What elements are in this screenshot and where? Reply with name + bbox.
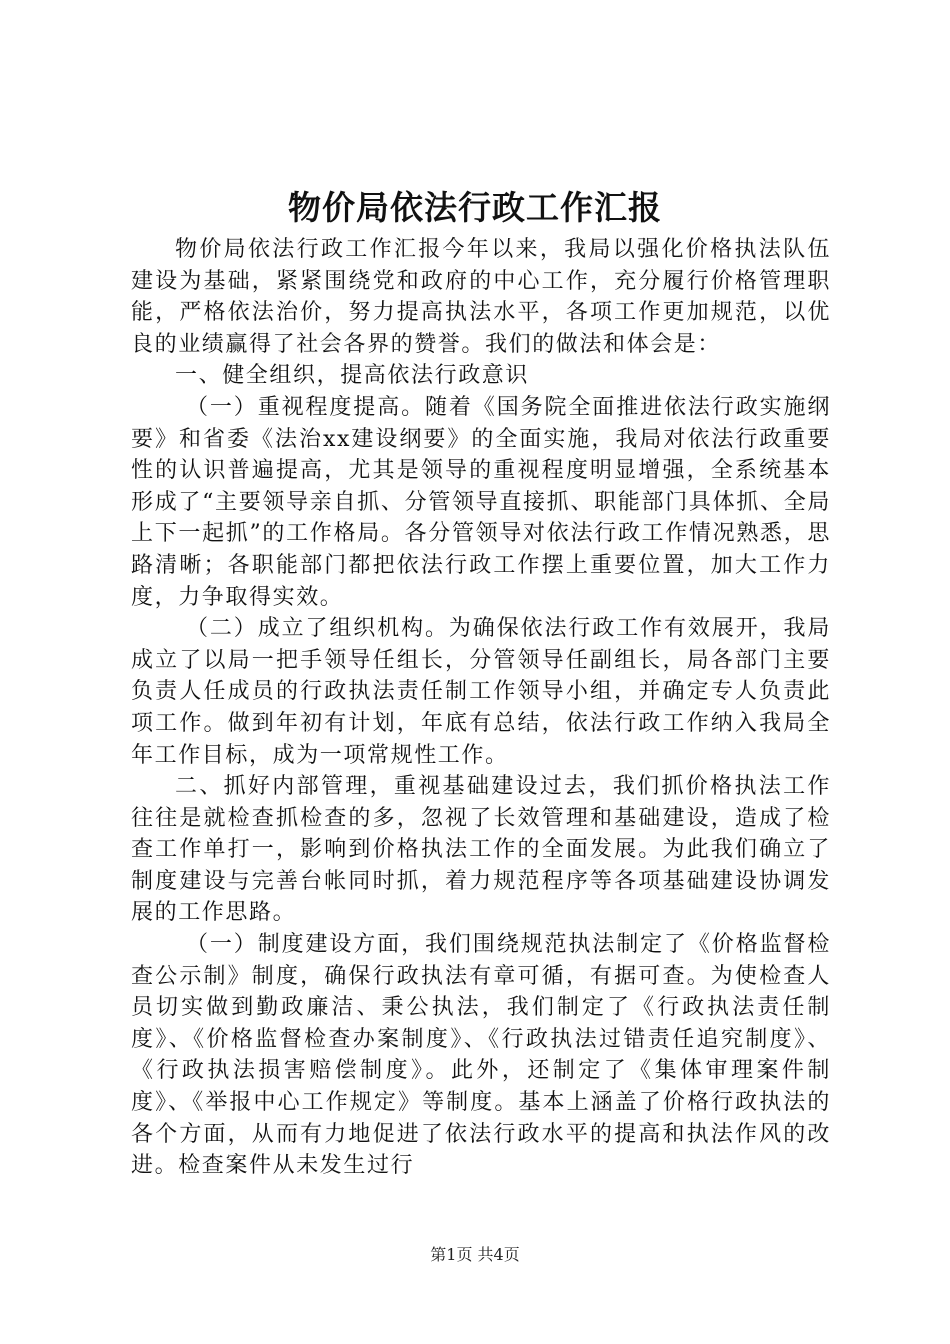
paragraph-2-1: （一）制度建设方面，我们围绕规范执法制定了《价格监督检查公示制》制度，确保行政执法有章可循，有据可查。为使检查人员切实做到勤政廉洁、秉公执法，我们制定了《行政执法责任制度》、《价格监督检查办案制度》、《行政执法过错责任追究制度》、《行政执法损害赔偿制度》。此外，还制定了《集体审理案件制度》、《举报中心工作规定》等制度。基本上涵盖了价格行政执法的各个方面，从而有力地促进了依法行政水平的提高和执法作风的改进。检查案件从未发生过行 bbox=[131, 932, 831, 1179]
paragraph-1-2: （二）成立了组织机构。为确保依法行政工作有效展开，我局成立了以局一把手领导任组长，分管领导任副组长，局各部门主要负责人任成员的行政执法责任制工作领导小组，并确定专人负责此项工作。做到年初有计划，年底有总结，依法行政工作纳入我局全年工作目标，成为一项常规性工作。 bbox=[131, 616, 831, 768]
paragraph-1-1: （一）重视程度提高。随着《国务院全面推进依法行政实施纲要》和省委《法治xx建设纲要》的全面实施，我局对依法行政重要性的认识普遍提高，尤其是领导的重视程度明显增强，全系统基本形成了“主要领导亲自抓、分管领导直接抓、职能部门具体抓、全局上下一起抓”的工作格局。各分管领导对依法行政工作情况熟悉，思路清晰；各职能部门都把依法行政工作摆上重要位置，加大工作力度，力争取得实效。 bbox=[131, 394, 831, 610]
document-title: 物价局依法行政工作汇报 bbox=[288, 188, 662, 227]
document-body bbox=[131, 234, 831, 1182]
page-footer: 第1页 共4页 bbox=[430, 1245, 520, 1264]
paragraph-intro: 物价局依法行政工作汇报今年以来，我局以强化价格执法队伍建设为基础，紧紧围绕党和政府的中心工作，充分履行价格管理职能，严格依法治价，努力提高执法水平，各项工作更加规范，以优良的业绩赢得了社会各界的赞誉。我们的做法和体会是： bbox=[131, 237, 831, 357]
section-heading-1: 一、健全组织，提高依法行政意识 bbox=[175, 363, 530, 389]
section-heading-2-paragraph: 二、抓好内部管理，重视基础建设过去，我们抓价格执法工作往往是就检查抓检查的多，忽视了长效管理和基础建设，造成了检查工作单打一，影响到价格执法工作的全面发展。为此我们确立了制度建设与完善台帐同时抓，着力规范程序等各项基础建设协调发展的工作思路。 bbox=[131, 774, 831, 926]
